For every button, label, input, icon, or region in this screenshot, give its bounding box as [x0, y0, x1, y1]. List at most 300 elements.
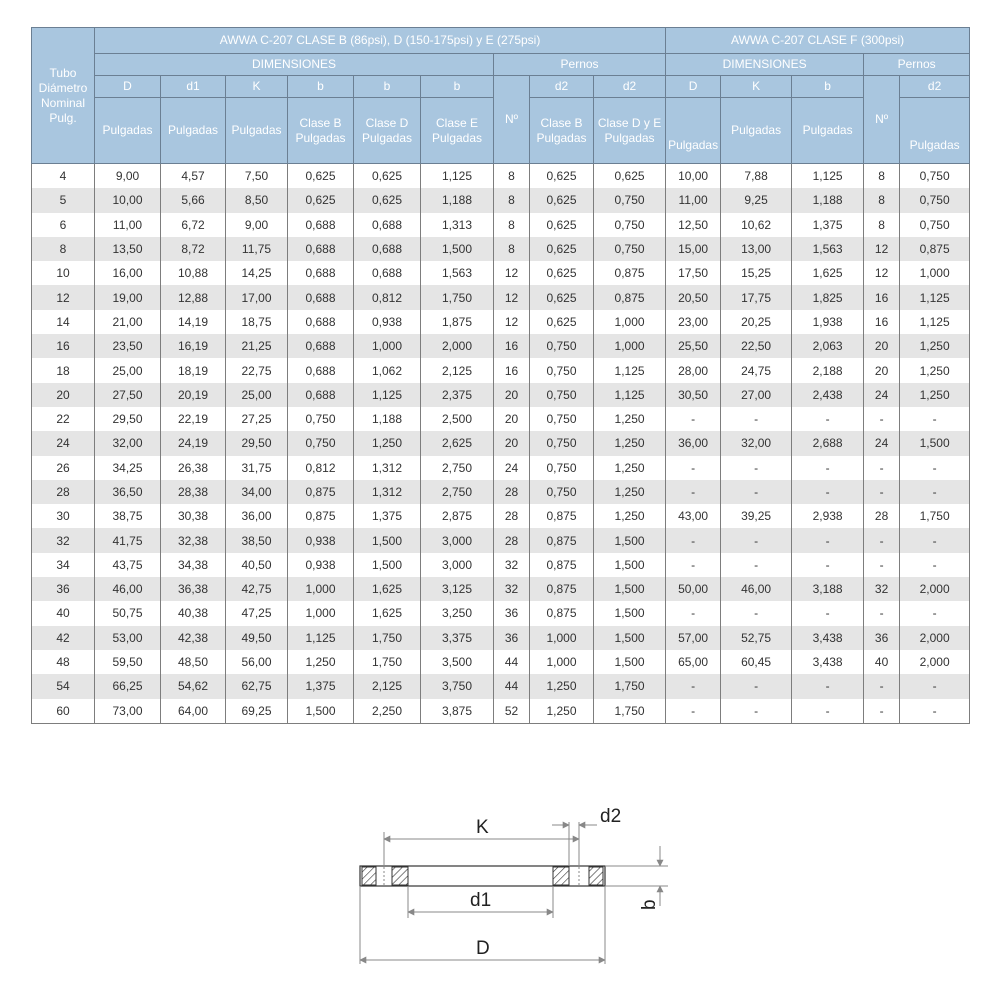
table-cell: 0,688: [288, 285, 354, 309]
flange-body: [360, 866, 605, 886]
table-row: [32, 164, 970, 189]
table-cell: 32: [494, 577, 530, 601]
table-cell: 56,00: [226, 650, 288, 674]
table-cell: 28,38: [161, 480, 226, 504]
table-cell: 40: [32, 601, 95, 625]
header-dimensiones-b: DIMENSIONES: [95, 54, 494, 76]
header-col-d2-clase-b: d2: [530, 76, 594, 98]
table-cell: 0,625: [530, 188, 594, 212]
table-row: [32, 358, 970, 382]
table-cell: 32,00: [721, 431, 792, 455]
table-cell: 26,38: [161, 456, 226, 480]
table-cell: 2,625: [421, 431, 494, 455]
table-cell: -: [666, 699, 721, 724]
table-cell: 1,500: [594, 650, 666, 674]
table-cell: 0,688: [288, 310, 354, 334]
table-cell: 43,00: [666, 504, 721, 528]
table-cell: 34,00: [226, 480, 288, 504]
table-cell: 40: [864, 650, 900, 674]
table-cell: 1,125: [421, 164, 494, 189]
table-cell: 1,500: [900, 431, 970, 455]
flange-cross-section-diagram: [0, 760, 1000, 992]
table-cell: 0,625: [530, 285, 594, 309]
table-cell: 1,750: [594, 674, 666, 698]
table-cell: 1,000: [288, 577, 354, 601]
table-cell: 52,75: [721, 626, 792, 650]
table-cell: 28: [864, 504, 900, 528]
header-col-d1: d1: [161, 76, 226, 98]
table-cell: 8,50: [226, 188, 288, 212]
table-cell: -: [900, 674, 970, 698]
table-cell: 12: [864, 261, 900, 285]
table-cell: 0,625: [530, 213, 594, 237]
diagram-label-d2: d2: [600, 806, 622, 827]
table-cell: 0,688: [288, 358, 354, 382]
table-cell: 9,00: [95, 164, 161, 189]
table-cell: 46,00: [95, 577, 161, 601]
table-cell: -: [666, 674, 721, 698]
table-cell: 24: [864, 431, 900, 455]
table-cell: 2,063: [792, 334, 864, 358]
table-cell: 42: [32, 626, 95, 650]
header-unit-d2-clase-de: Clase D y E Pulgadas: [594, 98, 666, 164]
header-col-d2-f: d2: [900, 76, 970, 98]
table-cell: 2,000: [421, 334, 494, 358]
table-cell: -: [666, 601, 721, 625]
header-col-b-f: b: [792, 76, 864, 98]
table-cell: 16,19: [161, 334, 226, 358]
table-cell: 38,75: [95, 504, 161, 528]
table-cell: 2,688: [792, 431, 864, 455]
table-cell: 13,00: [721, 237, 792, 261]
table-cell: 1,375: [792, 213, 864, 237]
table-cell: 1,250: [900, 334, 970, 358]
table-cell: 50,00: [666, 577, 721, 601]
table-cell: 17,00: [226, 285, 288, 309]
table-cell: 29,50: [95, 407, 161, 431]
table-cell: 0,688: [354, 213, 421, 237]
table-cell: 0,812: [354, 285, 421, 309]
table-cell: 5,66: [161, 188, 226, 212]
table-cell: 2,125: [354, 674, 421, 698]
table-cell: 32: [864, 577, 900, 601]
table-cell: -: [864, 407, 900, 431]
table-cell: -: [666, 528, 721, 552]
header-group-clase-b-d-e: AWWA C-207 CLASE B (86psi), D (150-175psi) y E (275psi): [95, 28, 666, 54]
table-cell: 17,50: [666, 261, 721, 285]
table-cell: 46,00: [721, 577, 792, 601]
table-cell: 0,875: [530, 553, 594, 577]
table-cell: 26: [32, 456, 95, 480]
table-cell: 14: [32, 310, 95, 334]
table-cell: 1,000: [530, 626, 594, 650]
table-cell: 25,00: [95, 358, 161, 382]
table-row: [32, 577, 970, 601]
table-cell: 8: [494, 188, 530, 212]
table-cell: 2,875: [421, 504, 494, 528]
table-cell: 30,50: [666, 383, 721, 407]
table-cell: 0,625: [530, 261, 594, 285]
table-cell: 6: [32, 213, 95, 237]
table-cell: 0,875: [530, 504, 594, 528]
table-cell: -: [792, 528, 864, 552]
table-cell: 12: [864, 237, 900, 261]
table-cell: 16: [494, 358, 530, 382]
table-cell: 8: [864, 213, 900, 237]
table-cell: 1,000: [900, 261, 970, 285]
table-row: [32, 699, 970, 724]
table-cell: -: [666, 407, 721, 431]
header-unit-K: Pulgadas: [226, 98, 288, 164]
table-cell: 32,38: [161, 528, 226, 552]
table-cell: 1,375: [288, 674, 354, 698]
table-cell: 0,750: [900, 213, 970, 237]
table-cell: 9,25: [721, 188, 792, 212]
table-row: [32, 674, 970, 698]
table-cell: -: [900, 553, 970, 577]
table-cell: 2,500: [421, 407, 494, 431]
table-cell: 28: [494, 480, 530, 504]
table-cell: 8: [494, 164, 530, 189]
table-cell: 1,500: [421, 237, 494, 261]
table-cell: 27,25: [226, 407, 288, 431]
table-cell: 0,625: [530, 310, 594, 334]
table-cell: 0,688: [288, 237, 354, 261]
table-cell: 49,50: [226, 626, 288, 650]
table-cell: 14,25: [226, 261, 288, 285]
table-cell: 20: [32, 383, 95, 407]
table-cell: 19,00: [95, 285, 161, 309]
table-cell: -: [792, 407, 864, 431]
table-cell: -: [666, 456, 721, 480]
table-cell: 10,00: [666, 164, 721, 189]
table-cell: 20: [494, 383, 530, 407]
header-col-D-f: D: [666, 76, 721, 98]
table-cell: 1,188: [354, 407, 421, 431]
table-cell: 24,75: [721, 358, 792, 382]
table-cell: 0,812: [288, 456, 354, 480]
table-cell: 28: [494, 504, 530, 528]
table-row: [32, 431, 970, 455]
table-cell: 24: [494, 456, 530, 480]
table-cell: 36: [864, 626, 900, 650]
diagram-label-d1: d1: [470, 890, 492, 911]
table-cell: -: [721, 456, 792, 480]
table-cell: 1,250: [594, 407, 666, 431]
table-cell: 3,438: [792, 650, 864, 674]
table-cell: 12,88: [161, 285, 226, 309]
table-cell: 1,750: [354, 626, 421, 650]
table-cell: 1,500: [594, 626, 666, 650]
header-col-K: K: [226, 76, 288, 98]
table-cell: 0,875: [594, 261, 666, 285]
table-cell: 3,500: [421, 650, 494, 674]
table-cell: 8: [864, 164, 900, 189]
table-cell: 0,688: [354, 261, 421, 285]
table-cell: 22,19: [161, 407, 226, 431]
table-cell: 15,00: [666, 237, 721, 261]
table-cell: -: [721, 407, 792, 431]
header-unit-b-f: Pulgadas: [792, 98, 864, 164]
table-cell: 3,750: [421, 674, 494, 698]
table-cell: 14,19: [161, 310, 226, 334]
table-cell: 1,250: [594, 431, 666, 455]
table-cell: 28: [494, 528, 530, 552]
table-cell: 10: [32, 261, 95, 285]
table-cell: 12,50: [666, 213, 721, 237]
table-cell: 20,19: [161, 383, 226, 407]
table-cell: 38,50: [226, 528, 288, 552]
table-cell: 1,000: [288, 601, 354, 625]
table-cell: 1,500: [354, 553, 421, 577]
table-cell: 2,250: [354, 699, 421, 724]
table-cell: 2,750: [421, 480, 494, 504]
table-cell: 3,000: [421, 553, 494, 577]
table-cell: 7,88: [721, 164, 792, 189]
table-cell: 53,00: [95, 626, 161, 650]
table-cell: 0,750: [530, 480, 594, 504]
table-cell: 0,625: [530, 237, 594, 261]
table-cell: 13,50: [95, 237, 161, 261]
table-cell: 20: [864, 334, 900, 358]
table-cell: -: [864, 601, 900, 625]
table-row: [32, 188, 970, 212]
table-cell: -: [721, 699, 792, 724]
header-col-b-clase-e: b: [421, 76, 494, 98]
table-cell: -: [864, 553, 900, 577]
table-row: [32, 407, 970, 431]
table-cell: 0,750: [530, 456, 594, 480]
table-cell: -: [792, 601, 864, 625]
table-cell: 0,625: [354, 164, 421, 189]
header-unit-d2-f: Pulgadas: [900, 98, 970, 164]
table-cell: 2,125: [421, 358, 494, 382]
header-tubo-diametro: Tubo Diámetro Nominal Pulg.: [32, 28, 95, 164]
table-cell: 3,000: [421, 528, 494, 552]
table-cell: 0,875: [288, 480, 354, 504]
table-cell: 17,75: [721, 285, 792, 309]
table-cell: -: [900, 699, 970, 724]
table-cell: 0,750: [288, 431, 354, 455]
table-cell: 1,125: [792, 164, 864, 189]
header-col-b-clase-b: b: [288, 76, 354, 98]
table-cell: 24,19: [161, 431, 226, 455]
table-cell: 23,50: [95, 334, 161, 358]
table-cell: 12: [494, 310, 530, 334]
table-cell: 1,125: [354, 383, 421, 407]
table-cell: 44: [494, 674, 530, 698]
table-row: [32, 553, 970, 577]
table-cell: 2,438: [792, 383, 864, 407]
table-cell: 1,188: [421, 188, 494, 212]
header-dimensiones-f: DIMENSIONES: [666, 54, 864, 76]
table-cell: 0,938: [288, 553, 354, 577]
table-cell: 22,50: [721, 334, 792, 358]
table-cell: -: [792, 480, 864, 504]
table-row: [32, 601, 970, 625]
table-cell: 1,000: [594, 310, 666, 334]
table-cell: 30: [32, 504, 95, 528]
table-row: [32, 285, 970, 309]
table-cell: 60: [32, 699, 95, 724]
table-cell: 11,75: [226, 237, 288, 261]
table-cell: 1,750: [900, 504, 970, 528]
table-cell: -: [792, 553, 864, 577]
table-cell: 0,625: [530, 164, 594, 189]
table-cell: 1,000: [530, 650, 594, 674]
table-cell: 22: [32, 407, 95, 431]
table-cell: 3,438: [792, 626, 864, 650]
diagram-label-b: b: [639, 899, 660, 910]
table-cell: 27,00: [721, 383, 792, 407]
table-cell: 48,50: [161, 650, 226, 674]
table-cell: 48: [32, 650, 95, 674]
table-cell: -: [792, 674, 864, 698]
table-cell: 0,750: [530, 358, 594, 382]
table-row: [32, 213, 970, 237]
table-cell: 0,875: [530, 528, 594, 552]
header-pernos-b: Pernos: [494, 54, 666, 76]
table-cell: 0,875: [530, 601, 594, 625]
table-cell: 0,750: [594, 188, 666, 212]
table-cell: 54,62: [161, 674, 226, 698]
table-cell: 36,50: [95, 480, 161, 504]
flange-dimensions-table: [31, 27, 970, 724]
table-cell: 2,750: [421, 456, 494, 480]
header-col-K-f: K: [721, 76, 792, 98]
table-cell: 18: [32, 358, 95, 382]
table-cell: 18,19: [161, 358, 226, 382]
table-cell: 24: [864, 383, 900, 407]
header-unit-D: Pulgadas: [95, 98, 161, 164]
table-cell: 39,25: [721, 504, 792, 528]
table-cell: 2,000: [900, 650, 970, 674]
table-cell: 3,125: [421, 577, 494, 601]
table-cell: 1,125: [594, 358, 666, 382]
table-cell: -: [864, 456, 900, 480]
header-unit-d1: Pulgadas: [161, 98, 226, 164]
table-cell: 1,250: [594, 456, 666, 480]
table-cell: -: [900, 528, 970, 552]
table-cell: 1,125: [594, 383, 666, 407]
table-cell: 0,625: [354, 188, 421, 212]
table-cell: 10,88: [161, 261, 226, 285]
table-cell: 40,50: [226, 553, 288, 577]
table-cell: 25,00: [226, 383, 288, 407]
table-cell: 0,750: [530, 334, 594, 358]
header-col-d2-clase-de: d2: [594, 76, 666, 98]
table-cell: 1,000: [594, 334, 666, 358]
table-cell: 1,625: [792, 261, 864, 285]
table-cell: 1,000: [354, 334, 421, 358]
table-cell: -: [792, 456, 864, 480]
table-cell: 3,250: [421, 601, 494, 625]
table-cell: -: [864, 674, 900, 698]
table-cell: 3,375: [421, 626, 494, 650]
table-cell: 1,250: [354, 431, 421, 455]
table-cell: 8: [864, 188, 900, 212]
header-col-no-f: Nº: [864, 76, 900, 164]
table-row: [32, 310, 970, 334]
table-cell: 8,72: [161, 237, 226, 261]
header-unit-K-f: Pulgadas: [721, 98, 792, 164]
table-cell: 1,750: [594, 699, 666, 724]
table-cell: 3,875: [421, 699, 494, 724]
table-cell: 20,25: [721, 310, 792, 334]
table-cell: 0,750: [594, 213, 666, 237]
table-cell: 6,72: [161, 213, 226, 237]
table-row: [32, 237, 970, 261]
table-cell: 20: [494, 431, 530, 455]
table-body: [32, 164, 970, 724]
table-cell: 11,00: [666, 188, 721, 212]
table-cell: 32,00: [95, 431, 161, 455]
table-cell: 0,625: [288, 188, 354, 212]
header-group-clase-f: AWWA C-207 CLASE F (300psi): [666, 28, 970, 54]
table-row: [32, 626, 970, 650]
table-cell: 43,75: [95, 553, 161, 577]
table-cell: 1,250: [594, 504, 666, 528]
table-cell: 1,250: [594, 480, 666, 504]
table-cell: 1,563: [792, 237, 864, 261]
header-pernos-f: Pernos: [864, 54, 970, 76]
table-cell: 4,57: [161, 164, 226, 189]
table-cell: 41,75: [95, 528, 161, 552]
table-cell: 0,750: [530, 407, 594, 431]
table-cell: 1,250: [530, 674, 594, 698]
diagram-label-K: K: [476, 817, 489, 838]
header-unit-d2-clase-b: Clase B Pulgadas: [530, 98, 594, 164]
table-cell: 12: [494, 285, 530, 309]
table-cell: 42,75: [226, 577, 288, 601]
table-cell: 32: [32, 528, 95, 552]
table-cell: 1,825: [792, 285, 864, 309]
table-cell: 9,00: [226, 213, 288, 237]
table-cell: 0,625: [288, 164, 354, 189]
table-cell: 0,750: [530, 383, 594, 407]
table-cell: -: [721, 528, 792, 552]
header-unit-clase-b: Clase B Pulgadas: [288, 98, 354, 164]
table-cell: 66,25: [95, 674, 161, 698]
table-cell: 0,750: [530, 431, 594, 455]
header-unit-clase-d: Clase D Pulgadas: [354, 98, 421, 164]
table-cell: 2,188: [792, 358, 864, 382]
table-cell: 1,500: [594, 528, 666, 552]
table-cell: 34,38: [161, 553, 226, 577]
table-cell: 2,375: [421, 383, 494, 407]
table-cell: 1,500: [594, 577, 666, 601]
table-cell: 59,50: [95, 650, 161, 674]
table-cell: 0,688: [354, 237, 421, 261]
table-cell: 73,00: [95, 699, 161, 724]
table-cell: 1,312: [354, 456, 421, 480]
table-cell: 3,188: [792, 577, 864, 601]
table-cell: 36: [494, 601, 530, 625]
table-cell: 40,38: [161, 601, 226, 625]
table-cell: 1,250: [530, 699, 594, 724]
table-cell: 1,125: [288, 626, 354, 650]
table-cell: 24: [32, 431, 95, 455]
table-cell: 1,125: [900, 285, 970, 309]
table-cell: 57,00: [666, 626, 721, 650]
table-cell: 16,00: [95, 261, 161, 285]
table-cell: 0,625: [594, 164, 666, 189]
table-cell: 1,500: [594, 553, 666, 577]
table-cell: 0,875: [594, 285, 666, 309]
table-row: [32, 650, 970, 674]
table-cell: 44: [494, 650, 530, 674]
table-cell: 25,50: [666, 334, 721, 358]
